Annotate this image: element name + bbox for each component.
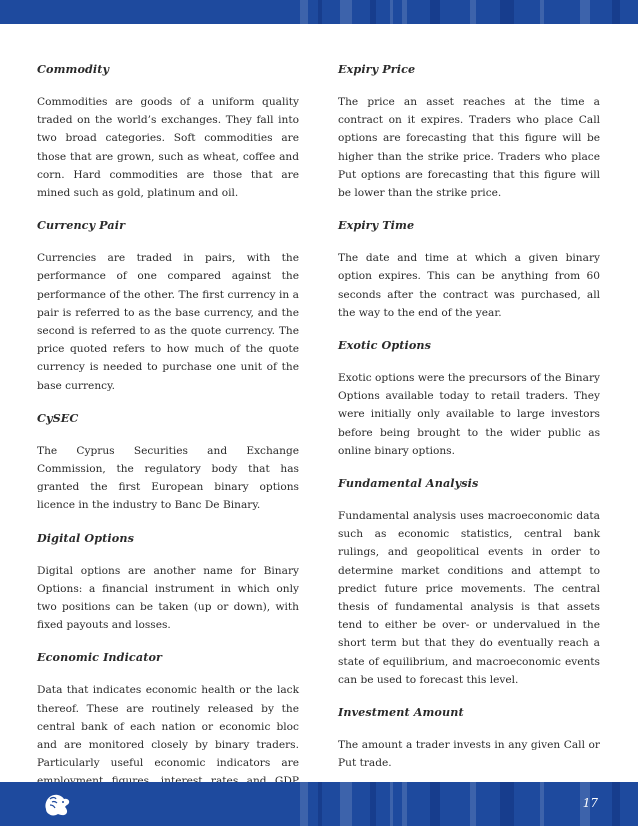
- glossary-entry-cysec: [37, 411, 299, 515]
- term-definition: The Cyprus Securities and Exchange Commission, the regulatory body that has granted the first European binary options licence in the industry to Banc De Binary.: [37, 444, 299, 512]
- term-heading: Currency Pair: [37, 218, 126, 233]
- term-heading: Expiry Time: [338, 218, 415, 233]
- term-heading: Economic Indicator: [37, 650, 163, 665]
- term-heading: CySEC: [37, 410, 79, 425]
- glossary-entry-expiry-price: [338, 62, 600, 202]
- term-heading: Digital Options: [37, 530, 134, 545]
- header-band: [0, 0, 638, 24]
- glossary-entry-investment-amount: [338, 705, 600, 772]
- page-number: 17: [582, 796, 598, 810]
- glossary-entry-commodity: [37, 62, 299, 202]
- right-column: [338, 62, 600, 788]
- glossary-entry-digital-options: [37, 531, 299, 635]
- glossary-entry-expiry-time: [338, 218, 600, 322]
- term-definition: The price an asset reaches at the time a contract on it expires. Traders who place Call options are forecasting that this figure will be higher than the strike price. Traders who place Put options are forecasting that this figure will be lower than the strike price.: [338, 96, 600, 200]
- term-definition: Commodities are goods of a uniform quality traded on the world’s exchanges. They fall into two broad categories. Soft commodities are those that are grown, such as wheat, coffee and corn. Hard commodities are those that are mined such as gold, platinum and oil.: [37, 96, 299, 200]
- glossary-entry-currency-pair: [37, 218, 299, 395]
- term-definition: Exotic options were the precursors of the Binary Options available today to retail traders. They were initially only available to large investors before being brought to the wider public as online binary options.: [338, 372, 600, 457]
- left-column: [37, 62, 299, 825]
- term-definition: Data that indicates economic health or the lack thereof. These are routinely released by the central bank of each nation or economic bloc and are monitored closely by binary traders. Particularly useful economic indicators are: [37, 684, 299, 770]
- term-definition: Currencies are traded in pairs, with the performance of one compared against the performance of the other. The first currency in a pair is referred to as the base currency, and the second is referred to as the quote currency. The price quoted refers to how much of the quote currency is needed to purchase one unit of the base currency.: [37, 252, 299, 392]
- term-definition: The amount a trader invests in any given Call or Put trade.: [338, 739, 600, 770]
- footer-band: [0, 782, 638, 826]
- term-definition: Fundamental analysis uses macroeconomic data such as economic statistics, central bank rulings, and geopolitical events in order to determine market conditions and attempt to predict future price movements. The central thesis of fundamental analysis is that assets tend to either be over- or undervalued in the short term but that they do eventually reach a state of equilibrium, and macroeconomic events can be used to forecast this level.: [338, 510, 600, 686]
- term-heading: Expiry Price: [338, 62, 416, 76]
- term-heading: Exotic Options: [338, 338, 432, 353]
- term-definition: The date and time at which a given binary option expires. This can be anything from 60 seconds after the contract was purchased, all the way to the end of the year.: [338, 252, 600, 319]
- term-definition: Digital options are another name for Binary Options: a financial instrument in which only two positions can be taken (up or down), with fixed payouts and losses.: [37, 564, 299, 632]
- glossary-entry-fundamental-analysis: [338, 476, 600, 689]
- lion-logo-icon: [40, 787, 74, 821]
- term-heading: Commodity: [37, 62, 110, 76]
- term-heading: Investment Amount: [338, 705, 464, 720]
- term-heading: Fundamental Analysis: [338, 476, 479, 491]
- glossary-entry-exotic-options: [338, 338, 600, 460]
